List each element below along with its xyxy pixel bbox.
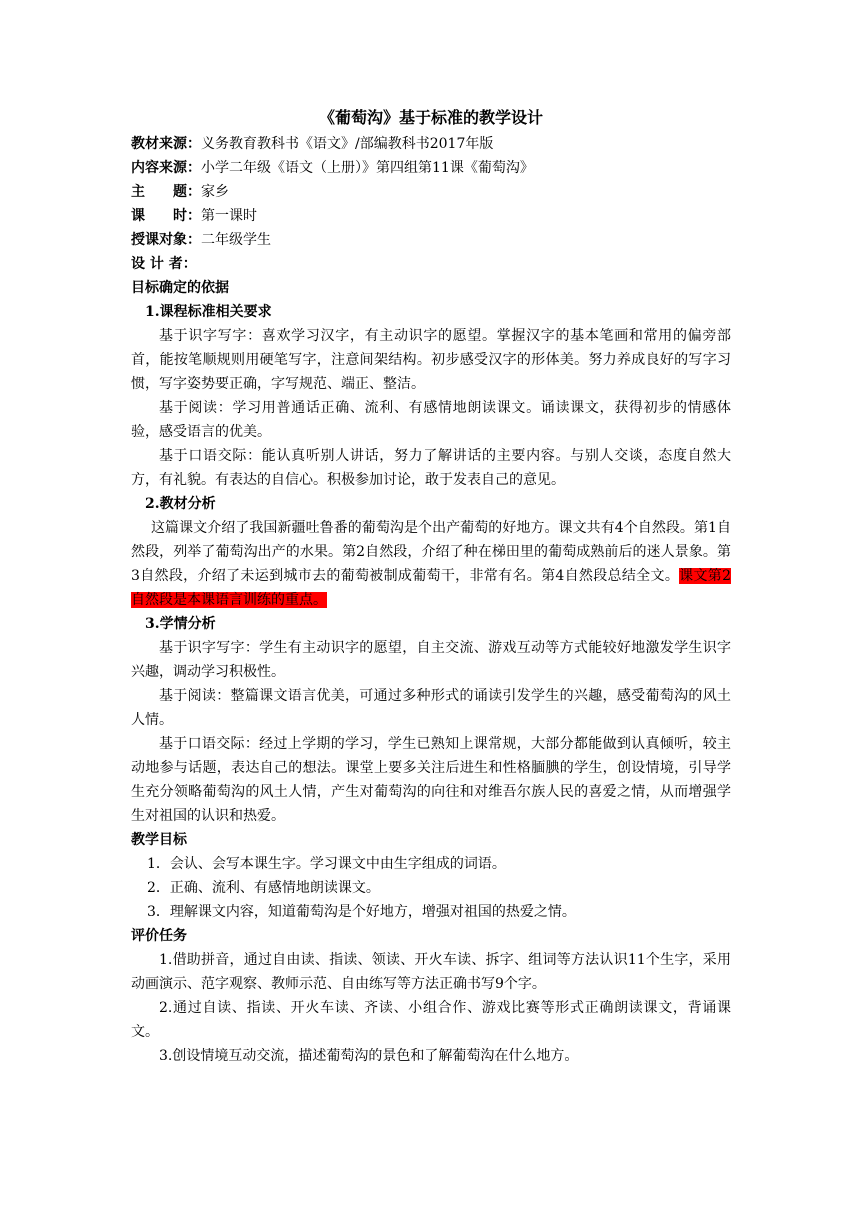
meta-label: 教材来源： (131, 136, 201, 152)
paragraph-reading-learner: 基于阅读：整篇课文语言优美，可通过多种形式的诵读引发学生的兴趣，感受葡萄沟的风土人情。 (131, 688, 731, 728)
paragraph-textbook-analysis (131, 516, 731, 612)
section-heading-tasks: 评价任务 (131, 928, 187, 944)
meta-value: 家乡 (201, 184, 229, 200)
meta-audience (131, 228, 731, 252)
goal-item: 2．正确、流利、有感情地朗读课文。 (147, 880, 380, 896)
meta-value: 第一课时 (201, 208, 257, 224)
meta-label: 课 时： (131, 208, 201, 224)
meta-value: 义务教育教科书《语文》/部编教科书2017年版 (201, 136, 494, 152)
meta-lesson-period (131, 204, 731, 228)
meta-textbook-source (131, 132, 731, 156)
document-title: 《葡萄沟》基于标准的教学设计 (318, 108, 543, 127)
highlighted-key-point: 课文第2自然段是本课语言训练的重点。 (131, 568, 731, 608)
task-item: 3.创设情境互动交流，描述葡萄沟的景色和了解葡萄沟在什么地方。 (159, 1048, 579, 1064)
paragraph-literacy-learner: 基于识字写字：学生有主动识字的愿望，自主交流、游戏互动等方式能较好地激发学生识字兴趣，调动学习积极性。 (131, 640, 731, 680)
meta-label: 内容来源： (131, 160, 201, 176)
section-heading-goals: 教学目标 (131, 832, 187, 848)
paragraph-literacy-standard: 基于识字写字：喜欢学习汉字，有主动识字的愿望。掌握汉字的基本笔画和常用的偏旁部首，能按笔顺规则用硬笔写字，注意间架结构。初步感受汉字的形体美。努力养成良好的写字习惯，写字姿势要正确，字写规范、端正、整洁。 (131, 328, 731, 392)
subsection-heading-learner-analysis: 3.学情分析 (145, 616, 216, 632)
paragraph-oral-standard: 基于口语交际：能认真听别人讲话，努力了解讲话的主要内容。与别人交谈，态度自然大方，有礼貌。有表达的自信心。积极参加讨论，敢于发表自己的意见。 (131, 448, 731, 488)
goal-item: 3．理解课文内容，知道葡萄沟是个好地方，增强对祖国的热爱之情。 (147, 904, 576, 920)
meta-label: 设 计 者： (131, 256, 197, 272)
meta-designer (131, 252, 731, 276)
goal-item: 1．会认、会写本课生字。学习课文中由生字组成的词语。 (147, 856, 506, 872)
task-item: 1.借助拼音，通过自由读、指读、领读、开火车读、拆字、组词等方法认识11个生字，采用动画演示、范字观察、教师示范、自由练写等方法正确书写9个字。 (131, 952, 731, 992)
subsection-heading-textbook-analysis: 2.教材分析 (145, 496, 216, 512)
meta-value: 小学二年级《语文（上册）》第四组第11课《葡萄沟》 (201, 160, 534, 176)
meta-label: 主 题： (131, 184, 201, 200)
meta-value: 二年级学生 (201, 232, 271, 248)
meta-label: 授课对象： (131, 232, 201, 248)
meta-content-source (131, 156, 731, 180)
meta-theme (131, 180, 731, 204)
analysis-text: 这篇课文介绍了我国新疆吐鲁番的葡萄沟是个出产葡萄的好地方。课文共有4个自然段。第1自然段，列举了葡萄沟出产的水果。第2自然段，介绍了种在梯田里的葡萄成熟前后的迷人景象。第3自然段，介绍了未运到城市去的葡萄被制成葡萄干，非常有名。第4自然段总结全文。 (131, 520, 731, 584)
paragraph-oral-learner: 基于口语交际：经过上学期的学习，学生已熟知上课常规，大部分都能做到认真倾听，较主动地参与话题，表达自己的想法。课堂上要多关注后进生和性格腼腆的学生，创设情境，引导学生充分领略葡萄沟的风土人情，产生对葡萄沟的向往和对维吾尔族人民的喜爱之情，从而增强学生对祖国的认识和热爱。 (131, 736, 731, 824)
section-heading-basis: 目标确定的依据 (131, 280, 229, 296)
document-page (131, 106, 731, 1068)
task-item: 2.通过自读、指读、开火车读、齐读、小组合作、游戏比赛等形式正确朗读课文，背诵课文。 (131, 1000, 731, 1040)
subsection-heading-standards: 1.课程标准相关要求 (145, 304, 272, 320)
paragraph-reading-standard: 基于阅读：学习用普通话正确、流利、有感情地朗读课文。诵读课文，获得初步的情感体验，感受语言的优美。 (131, 400, 731, 440)
